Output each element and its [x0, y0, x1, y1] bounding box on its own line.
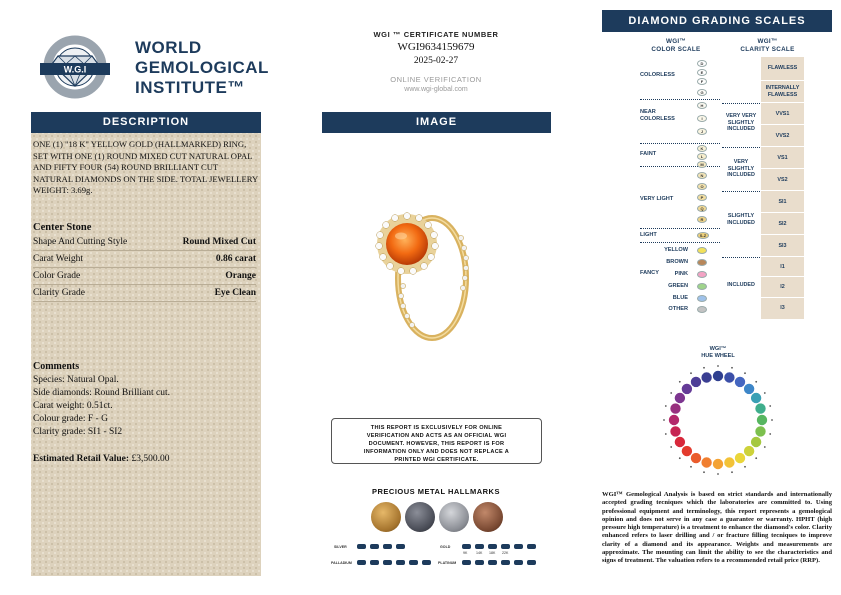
divider	[640, 242, 720, 243]
clarity-flawless: FLAWLESS	[761, 57, 804, 81]
hue-dot-icon	[691, 453, 702, 464]
hue-dot-icon	[669, 415, 680, 426]
hue-dot-icon	[751, 393, 762, 404]
color-gem-g: G	[697, 89, 707, 96]
clarity-vs1: VS1	[761, 147, 804, 169]
hallmark-stamp-icon	[383, 560, 392, 565]
hallmark-stamp-icon	[527, 560, 536, 565]
hallmark-stamp-icon	[370, 560, 379, 565]
divider	[722, 147, 760, 148]
fancy-gem-blue-icon	[697, 295, 707, 302]
hue-tick-icon	[731, 471, 733, 473]
org-name-line3: INSTITUTE™	[135, 78, 245, 97]
spec-row-carat	[33, 252, 256, 268]
hue-dot-icon	[701, 457, 712, 468]
clarity-i1: I1	[761, 257, 804, 277]
divider	[640, 143, 720, 144]
notice-line: VERIFICATION AND ACTS AS AN OFFICIAL WGI	[366, 433, 507, 439]
hallmark-stamp-icon	[488, 544, 497, 549]
retail-label: Estimated Retail Value:	[33, 454, 130, 464]
retail-amount: £3,500.00	[131, 454, 170, 464]
spec-value: 0.86 carat	[215, 254, 256, 264]
hue-wheel-title-line: WGI™	[709, 346, 727, 352]
grading-scales-header: DIAMOND GRADING SCALES	[602, 10, 832, 32]
retail-value	[33, 454, 169, 464]
hue-tick-icon	[717, 473, 719, 475]
color-gem-r: R	[697, 216, 707, 223]
hallmark-stamp-icon	[527, 544, 536, 549]
hue-dot-icon	[755, 403, 766, 414]
karat-label: 9K	[463, 551, 468, 555]
hue-dot-icon	[724, 372, 735, 383]
clarity-internally-flawless: INTERNALLY FLAWLESS	[761, 81, 804, 103]
hue-dot-icon	[713, 371, 724, 382]
spec-label: Clarity Grade	[33, 288, 85, 298]
hue-dot-icon	[670, 426, 681, 437]
color-gem-e: E	[697, 69, 707, 76]
karat-label: 14K	[476, 551, 483, 555]
notice-line: DOCUMENT. HOWEVER, THIS REPORT IS FOR	[368, 441, 505, 447]
hue-tick-icon	[755, 381, 757, 383]
copper-coin-icon	[473, 502, 503, 532]
color-gem-i: I	[697, 115, 707, 122]
spec-value: Orange	[225, 271, 256, 281]
color-group-faint: FAINT	[640, 151, 657, 157]
karat-label: 18K	[489, 551, 496, 555]
hue-dot-icon	[751, 437, 762, 448]
fancy-label-pink: PINK	[674, 271, 688, 277]
hue-dot-icon	[724, 457, 735, 468]
disclaimer-text: WGI™ Gemological Analysis is based on strict standards and internationally accepted grading tecniques which the laboratories are committed to. Using professional equipment and terminology, this report represents a gemological opinion and does not serve in any case a guarantee or warranty. HPHT (high pressure high temperature) is a treatment to enhance the diamond's color. Clarity enhanced refers to laser drilling and / or fracture filling tecniques to improve clarity of a diamond and its appearance. Weights and measurements are approximate. The mounting can limit the ability to see the characteristics and signs of treatment. The valuation refers to a recommended retail price (RRP).	[602, 491, 832, 565]
silver-label: SILVER	[334, 545, 347, 549]
hue-dot-icon	[674, 437, 685, 448]
org-name-line1: WORLD	[135, 38, 202, 57]
hallmark-stamp-icon	[383, 544, 392, 549]
fancy-gem-other-icon	[697, 306, 707, 313]
fancy-gem-pink-icon	[697, 271, 707, 278]
color-gem-l: L	[697, 153, 707, 160]
hallmark-stamp-icon	[475, 560, 484, 565]
silver-coin-icon	[439, 502, 469, 532]
clarity-scale-title	[730, 38, 805, 54]
org-name-line2: GEMOLOGICAL	[135, 58, 269, 77]
hue-tick-icon	[764, 392, 766, 394]
hue-tick-icon	[769, 433, 771, 435]
hallmark-stamp-icon	[514, 560, 523, 565]
hue-dot-icon	[735, 376, 746, 387]
hallmark-stamp-icon	[370, 544, 379, 549]
color-group-near-colorless: NEAR COLORLESS	[640, 109, 675, 122]
divider	[722, 257, 760, 258]
color-gem-s-z: S-Z	[697, 232, 709, 239]
hue-tick-icon	[690, 466, 692, 468]
hallmark-stamp-icon	[501, 560, 510, 565]
notice-line: INFORMATION ONLY AND DOES NOT REPLACE A	[363, 449, 510, 455]
hallmark-stamp-icon	[514, 544, 523, 549]
spec-row-color	[33, 269, 256, 285]
hue-tick-icon	[679, 457, 681, 459]
certificate-number: WGI9634159679	[397, 41, 475, 53]
notice-line: THIS REPORT IS EXCLUSIVELY FOR ONLINE	[370, 425, 503, 431]
hue-tick-icon	[670, 446, 672, 448]
color-gem-h: H	[697, 102, 707, 109]
clarity-scale-title-line: CLARITY SCALE	[740, 46, 795, 53]
hue-tick-icon	[731, 367, 733, 369]
color-scale-title	[640, 38, 712, 54]
hue-tick-icon	[690, 372, 692, 374]
color-group-light: LIGHT	[640, 232, 657, 238]
spec-label: Carat Weight	[33, 254, 83, 264]
hue-dot-icon	[701, 372, 712, 383]
divider	[722, 191, 760, 192]
fancy-label-other: OTHER	[668, 306, 688, 312]
comment-line: Species: Natural Opal.	[33, 375, 119, 385]
gold-coin-icon	[371, 502, 401, 532]
hue-dot-icon	[691, 376, 702, 387]
spec-label: Color Grade	[33, 271, 81, 281]
hallmark-stamp-icon	[409, 560, 418, 565]
clarity-i2: I2	[761, 277, 804, 298]
platinum-label: PLATINUM	[438, 561, 457, 565]
hue-tick-icon	[755, 457, 757, 459]
color-gem-m: M	[697, 161, 707, 168]
color-scale-title-line: COLOR SCALE	[651, 46, 701, 53]
hue-wheel-title	[660, 346, 776, 360]
comments-title: Comments	[33, 361, 80, 372]
color-gem-k: K	[697, 145, 707, 152]
hue-dot-icon	[744, 383, 755, 394]
online-verification-url[interactable]: www.wgi-global.com	[404, 86, 468, 93]
certificate-label: WGI ™ CERTIFICATE NUMBER	[373, 30, 499, 39]
hue-tick-icon	[771, 419, 773, 421]
clarity-vvs1: VVS1	[761, 103, 804, 125]
hallmark-stamp-icon	[501, 544, 510, 549]
fancy-label-blue: BLUE	[672, 295, 688, 301]
hallmark-stamp-icon	[357, 544, 366, 549]
hue-tick-icon	[665, 433, 667, 435]
spec-value: Round Mixed Cut	[182, 237, 256, 247]
color-group-colorless: COLORLESS	[640, 72, 675, 78]
description-header: DESCRIPTION	[31, 112, 261, 133]
comment-line: Side diamonds: Round Brilliant cut.	[33, 388, 170, 398]
palladium-coin-icon	[405, 502, 435, 532]
gold-label: GOLD	[440, 545, 451, 549]
clarity-si3: SI3	[761, 235, 804, 257]
hallmark-stamp-icon	[396, 560, 405, 565]
fancy-label-brown: BROWN	[666, 259, 688, 265]
ring-image	[370, 178, 480, 348]
comment-line: Clarity grade: SI1 - SI2	[33, 427, 123, 437]
color-gem-n: N	[697, 172, 707, 179]
hue-tick-icon	[717, 365, 719, 367]
hallmark-stamp-icon	[475, 544, 484, 549]
hue-tick-icon	[703, 471, 705, 473]
hue-tick-icon	[665, 405, 667, 407]
clarity-scale-title-line: WGI™	[757, 38, 778, 45]
center-stone-title: Center Stone	[33, 222, 92, 233]
description-text: ONE (1) "18 K" YELLOW GOLD (HALLMARKED) RING, SET WITH ONE (1) ROUND MIXED CUT NATURAL OPAL AND FIFTY FOUR (54) ROUND BRILLIANT CUT NATURAL DIAMONDS ON THE SIDE. TOTAL JEWELLERY WEIGHT: 3.69g.	[33, 139, 258, 195]
hue-tick-icon	[769, 405, 771, 407]
clarity-si1: SI1	[761, 191, 804, 213]
clarity-group-vvs: VERY VERY SLIGHTLY INCLUDED	[725, 113, 757, 132]
hue-tick-icon	[670, 392, 672, 394]
clarity-i3: I3	[780, 305, 785, 311]
divider	[640, 166, 720, 167]
clarity-vs2: VS2	[761, 169, 804, 191]
org-name	[135, 38, 269, 98]
spec-row-shape	[33, 235, 256, 251]
hallmark-stamp-icon	[462, 560, 471, 565]
color-gem-p: P	[697, 194, 707, 201]
hue-wheel-title-line: HUE WHEEL	[701, 353, 735, 359]
verification-notice	[331, 418, 542, 464]
color-gem-d: D	[697, 60, 707, 67]
color-gem-o: O	[697, 183, 707, 190]
hue-tick-icon	[744, 466, 746, 468]
hallmarks-title: PRECIOUS METAL HALLMARKS	[372, 487, 500, 496]
hue-dot-icon	[674, 393, 685, 404]
hue-dot-icon	[735, 453, 746, 464]
color-group-very-light: VERY LIGHT	[640, 196, 674, 202]
hue-tick-icon	[703, 367, 705, 369]
hue-dot-icon	[670, 403, 681, 414]
color-group-fancy: FANCY	[640, 270, 659, 276]
fancy-label-green: GREEN	[668, 283, 688, 289]
hue-dot-icon	[755, 426, 766, 437]
hallmark-stamp-icon	[462, 544, 471, 549]
comment-line: Carat weight: 0.51ct.	[33, 401, 113, 411]
clarity-group-vs: VERY SLIGHTLY INCLUDED	[727, 159, 755, 178]
fancy-gem-yellow-icon	[697, 247, 707, 254]
notice-line: PRINTED WGI CERTIFICATE.	[394, 457, 479, 463]
hallmark-stamp-icon	[357, 560, 366, 565]
hue-dot-icon	[757, 415, 768, 426]
hue-dot-icon	[744, 446, 755, 457]
clarity-vvs2: VVS2	[761, 125, 804, 147]
clarity-group-si: SLIGHTLY INCLUDED	[727, 213, 755, 226]
hue-dot-icon	[681, 383, 692, 394]
clarity-si2: SI2	[761, 213, 804, 235]
image-header: IMAGE	[322, 112, 551, 133]
fancy-gem-green-icon	[697, 283, 707, 290]
color-gem-j: J	[697, 128, 707, 135]
hallmark-stamp-icon	[396, 544, 405, 549]
comment-line: Colour grade: F - G	[33, 414, 108, 424]
hue-tick-icon	[679, 381, 681, 383]
divider	[722, 103, 760, 104]
hue-tick-icon	[663, 419, 665, 421]
divider	[640, 228, 720, 229]
palladium-label: PALLADIUM	[331, 561, 352, 565]
hue-dot-icon	[681, 446, 692, 457]
divider	[640, 99, 720, 100]
clarity-group-i: INCLUDED	[727, 282, 755, 288]
color-gem-f: F	[697, 78, 707, 85]
hallmark-stamp-icon	[422, 560, 431, 565]
fancy-gem-brown-icon	[697, 259, 707, 266]
spec-value: Eye Clean	[214, 288, 256, 298]
certificate-date: 2025-02-27	[413, 56, 459, 66]
description-panel	[31, 133, 261, 576]
fancy-label-yellow: YELLOW	[664, 247, 688, 253]
color-scale-title-line: WGI™	[665, 38, 687, 45]
spec-label: Shape And Cutting Style	[33, 237, 128, 247]
logo-letters: W.G.I	[63, 64, 87, 75]
karat-label: 22K	[502, 551, 509, 555]
hue-dot-icon	[713, 459, 724, 470]
hue-wheel	[648, 360, 788, 480]
hallmark-stamp-icon	[488, 560, 497, 565]
hue-tick-icon	[744, 372, 746, 374]
spec-row-clarity	[33, 286, 256, 302]
online-verification-label: ONLINE VERIFICATION	[390, 75, 482, 84]
hue-tick-icon	[764, 446, 766, 448]
color-gem-q: Q	[697, 205, 707, 212]
